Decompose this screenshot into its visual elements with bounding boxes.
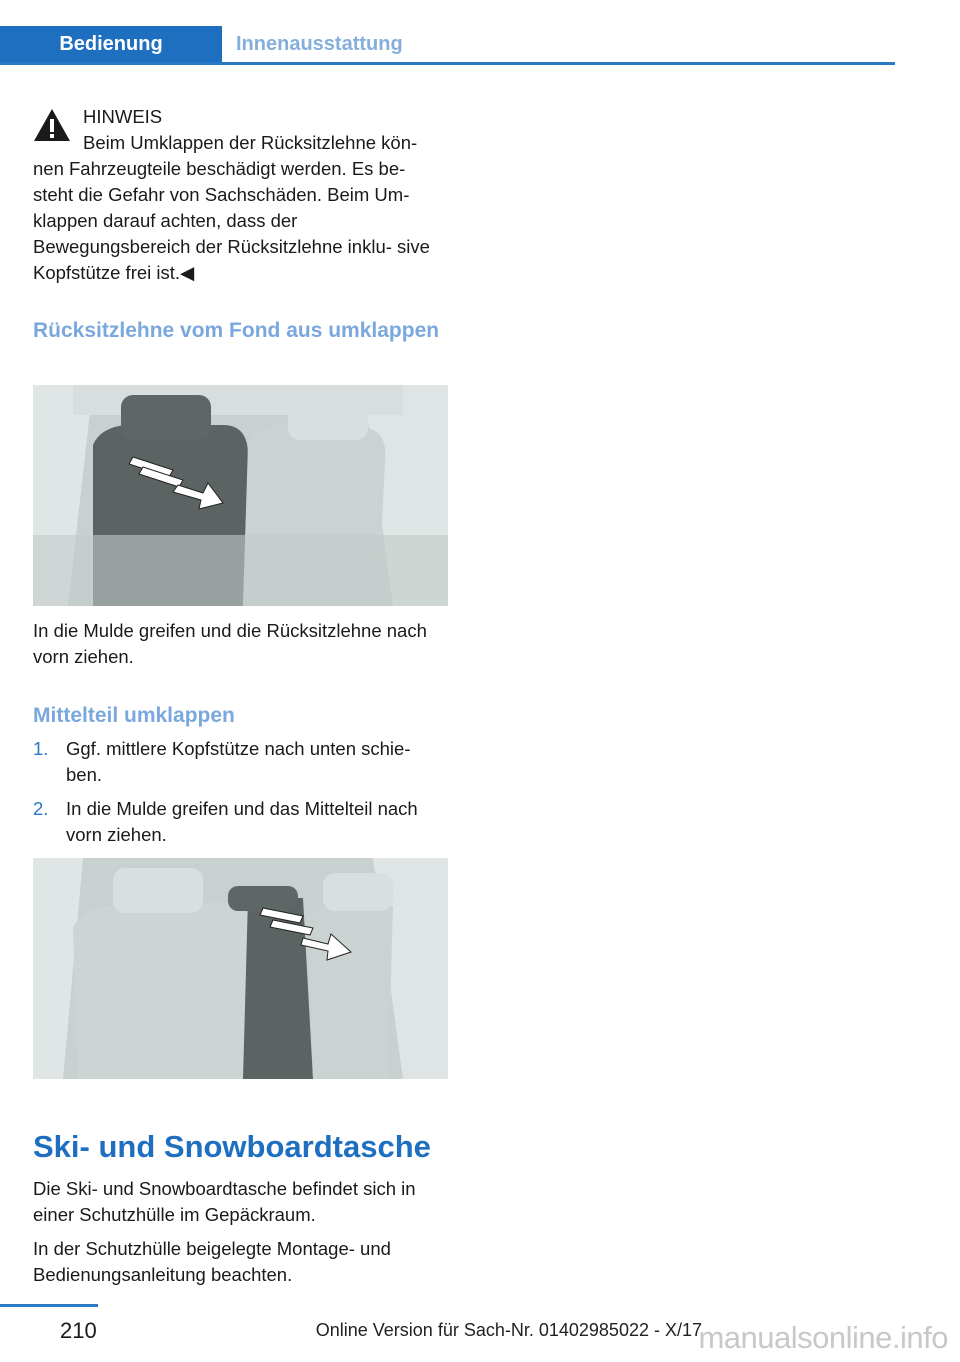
step-list <box>33 736 449 848</box>
step-text: Ggf. mittlere Kopfstütze nach unten schie‐ ben. <box>66 738 411 785</box>
list-item <box>33 736 449 788</box>
warning-block <box>33 104 449 286</box>
warning-text-first: Beim Umklappen der Rücksitzlehne kön‐ <box>83 132 418 153</box>
tab-bedienung[interactable]: Bedienung <box>0 26 222 62</box>
step-text: In die Mulde greifen und das Mittelteil nach vorn ziehen. <box>66 798 418 845</box>
section-heading-mittelteil: Mittelteil umklappen <box>33 704 235 727</box>
step-number: 2. <box>33 798 49 819</box>
seat-fold-illustration <box>33 385 448 606</box>
figure-caption-1: In die Mulde greifen und die Rücksitzlehne nach vorn ziehen. <box>33 620 427 667</box>
warning-text: nen Fahrzeugteile beschädigt werden. Es be‐ steht die Gefahr von Sachschäden. Beim Um‐ klappen darauf achten, dass der Bewegungsbereich der Rücksitzlehne inklu‐ sive Kopfstütze frei ist.◀ <box>33 158 430 283</box>
tab-innenausstattung[interactable]: Innenausstattung <box>236 32 403 55</box>
section-heading-ski: Ski- und Snowboardtasche <box>33 1129 431 1164</box>
page-number: 210 <box>60 1318 97 1343</box>
ski-paragraph-1: Die Ski- und Snowboardtasche befindet sich in einer Schutzhülle im Gepäckraum. <box>33 1178 416 1225</box>
ski-paragraph-2: In der Schutzhülle beigelegte Montage- und Bedienungsanleitung beachten. <box>33 1238 391 1285</box>
warning-title: HINWEIS <box>83 106 163 127</box>
section-heading-fond: Rücksitzlehne vom Fond aus umklappen <box>33 319 440 342</box>
footer-rule <box>0 1304 98 1307</box>
step-number: 1. <box>33 738 49 759</box>
center-section-illustration <box>33 858 448 1079</box>
watermark: manualsonline.info <box>698 1320 948 1355</box>
footer-note: Online Version für Sach-Nr. 01402985022 - X/17 <box>315 1320 702 1340</box>
warning-triangle-icon <box>33 108 71 142</box>
list-item <box>33 796 449 848</box>
